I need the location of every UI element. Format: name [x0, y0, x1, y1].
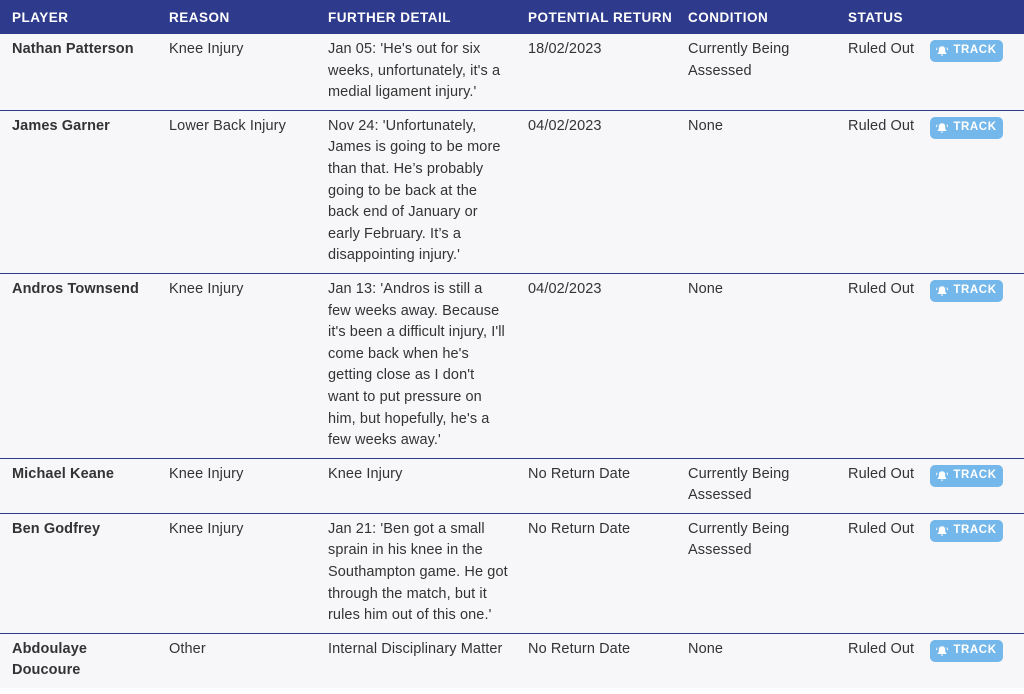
track-label: TRACK	[953, 44, 997, 57]
injury-reason: Lower Back Injury	[169, 117, 286, 134]
table-row	[0, 34, 1024, 110]
track-button[interactable]	[930, 640, 1003, 662]
bell-icon	[936, 285, 948, 297]
potential-return: 18/02/2023	[528, 41, 602, 57]
player-name: Michael Keane	[12, 465, 115, 482]
status-cell	[836, 633, 1024, 688]
track-button[interactable]	[930, 520, 1003, 542]
col-header-condition: CONDITION	[688, 9, 769, 25]
bell-icon	[936, 122, 948, 134]
track-label: TRACK	[953, 644, 997, 657]
track-button[interactable]	[930, 117, 1003, 139]
potential-return: No Return Date	[528, 520, 631, 537]
col-header-return: POTENTIAL RETURN	[528, 9, 673, 25]
track-label: TRACK	[953, 524, 997, 537]
potential-return: 04/02/2023	[528, 117, 602, 134]
status-text: Ruled Out	[848, 640, 915, 657]
track-label: TRACK	[953, 120, 997, 133]
status-wrap	[848, 116, 1016, 139]
condition: Currently Being Assessed	[688, 41, 790, 79]
injury-reason: Knee Injury	[169, 520, 244, 537]
track-label: TRACK	[953, 284, 997, 297]
status-cell	[836, 34, 1024, 110]
bell-icon	[936, 525, 948, 537]
col-header-player: PLAYER	[12, 9, 69, 25]
potential-return: No Return Date	[528, 640, 631, 657]
table-header-row	[0, 0, 1024, 34]
table-row	[0, 273, 1024, 458]
injury-reason: Knee Injury	[169, 280, 244, 297]
player-name: Ben Godfrey	[12, 520, 101, 537]
col-header-detail: FURTHER DETAIL	[328, 9, 451, 25]
status-cell	[836, 513, 1024, 633]
player-name: James Garner	[12, 117, 110, 134]
potential-return: 04/02/2023	[528, 280, 602, 297]
table-row	[0, 110, 1024, 273]
status-text: Ruled Out	[848, 41, 915, 57]
status-text: Ruled Out	[848, 520, 915, 537]
condition: Currently Being Assessed	[688, 465, 790, 504]
condition: None	[688, 640, 724, 657]
status-cell	[836, 273, 1024, 458]
status-cell	[836, 110, 1024, 273]
further-detail: Jan 05: 'He's out for six weeks, unfortunately, it's a medial ligament injury.'	[328, 41, 501, 101]
condition: None	[688, 280, 724, 297]
injury-reason: Knee Injury	[169, 41, 244, 57]
bell-icon	[936, 45, 948, 57]
status-wrap	[848, 279, 1016, 302]
track-button[interactable]	[930, 465, 1003, 487]
potential-return: No Return Date	[528, 465, 631, 482]
table-row	[0, 633, 1024, 688]
track-button[interactable]	[930, 40, 1003, 62]
further-detail: Internal Disciplinary Matter	[328, 640, 503, 657]
bell-icon	[936, 645, 948, 657]
status-wrap	[848, 639, 1016, 662]
injury-reason: Knee Injury	[169, 465, 244, 482]
table-row	[0, 513, 1024, 633]
player-name: Nathan Patterson	[12, 41, 134, 57]
status-text: Ruled Out	[848, 117, 915, 134]
injury-reason: Other	[169, 640, 206, 657]
condition: None	[688, 117, 724, 134]
player-name: Andros Townsend	[12, 280, 139, 297]
further-detail: Jan 13: 'Andros is still a few weeks away. Because it's been a difficult injury, I'll come back when he's getting close as I don't want to put pressure on him, but hopefully, he's a few weeks away.'	[328, 280, 505, 449]
col-header-status: STATUS	[848, 9, 903, 25]
further-detail: Jan 21: 'Ben got a small sprain in his knee in the Southampton game. He got through the match, but it rules him out of this one.'	[328, 520, 508, 624]
status-cell	[836, 458, 1024, 513]
condition: Currently Being Assessed	[688, 520, 790, 559]
status-text: Ruled Out	[848, 280, 915, 297]
further-detail: Knee Injury	[328, 465, 403, 482]
table-row	[0, 458, 1024, 513]
status-text: Ruled Out	[848, 465, 915, 482]
track-button[interactable]	[930, 280, 1003, 302]
status-wrap	[848, 464, 1016, 487]
track-label: TRACK	[953, 468, 997, 481]
bell-icon	[936, 470, 948, 482]
status-wrap	[848, 39, 1016, 62]
col-header-reason: REASON	[169, 9, 230, 25]
player-name: Abdoulaye Doucoure	[12, 640, 88, 679]
status-wrap	[848, 519, 1016, 542]
further-detail: Nov 24: 'Unfortunately, James is going to be more than that. He’s probably going to be back at the back end of January or early February. It’s a disappointing injury.'	[328, 117, 501, 264]
